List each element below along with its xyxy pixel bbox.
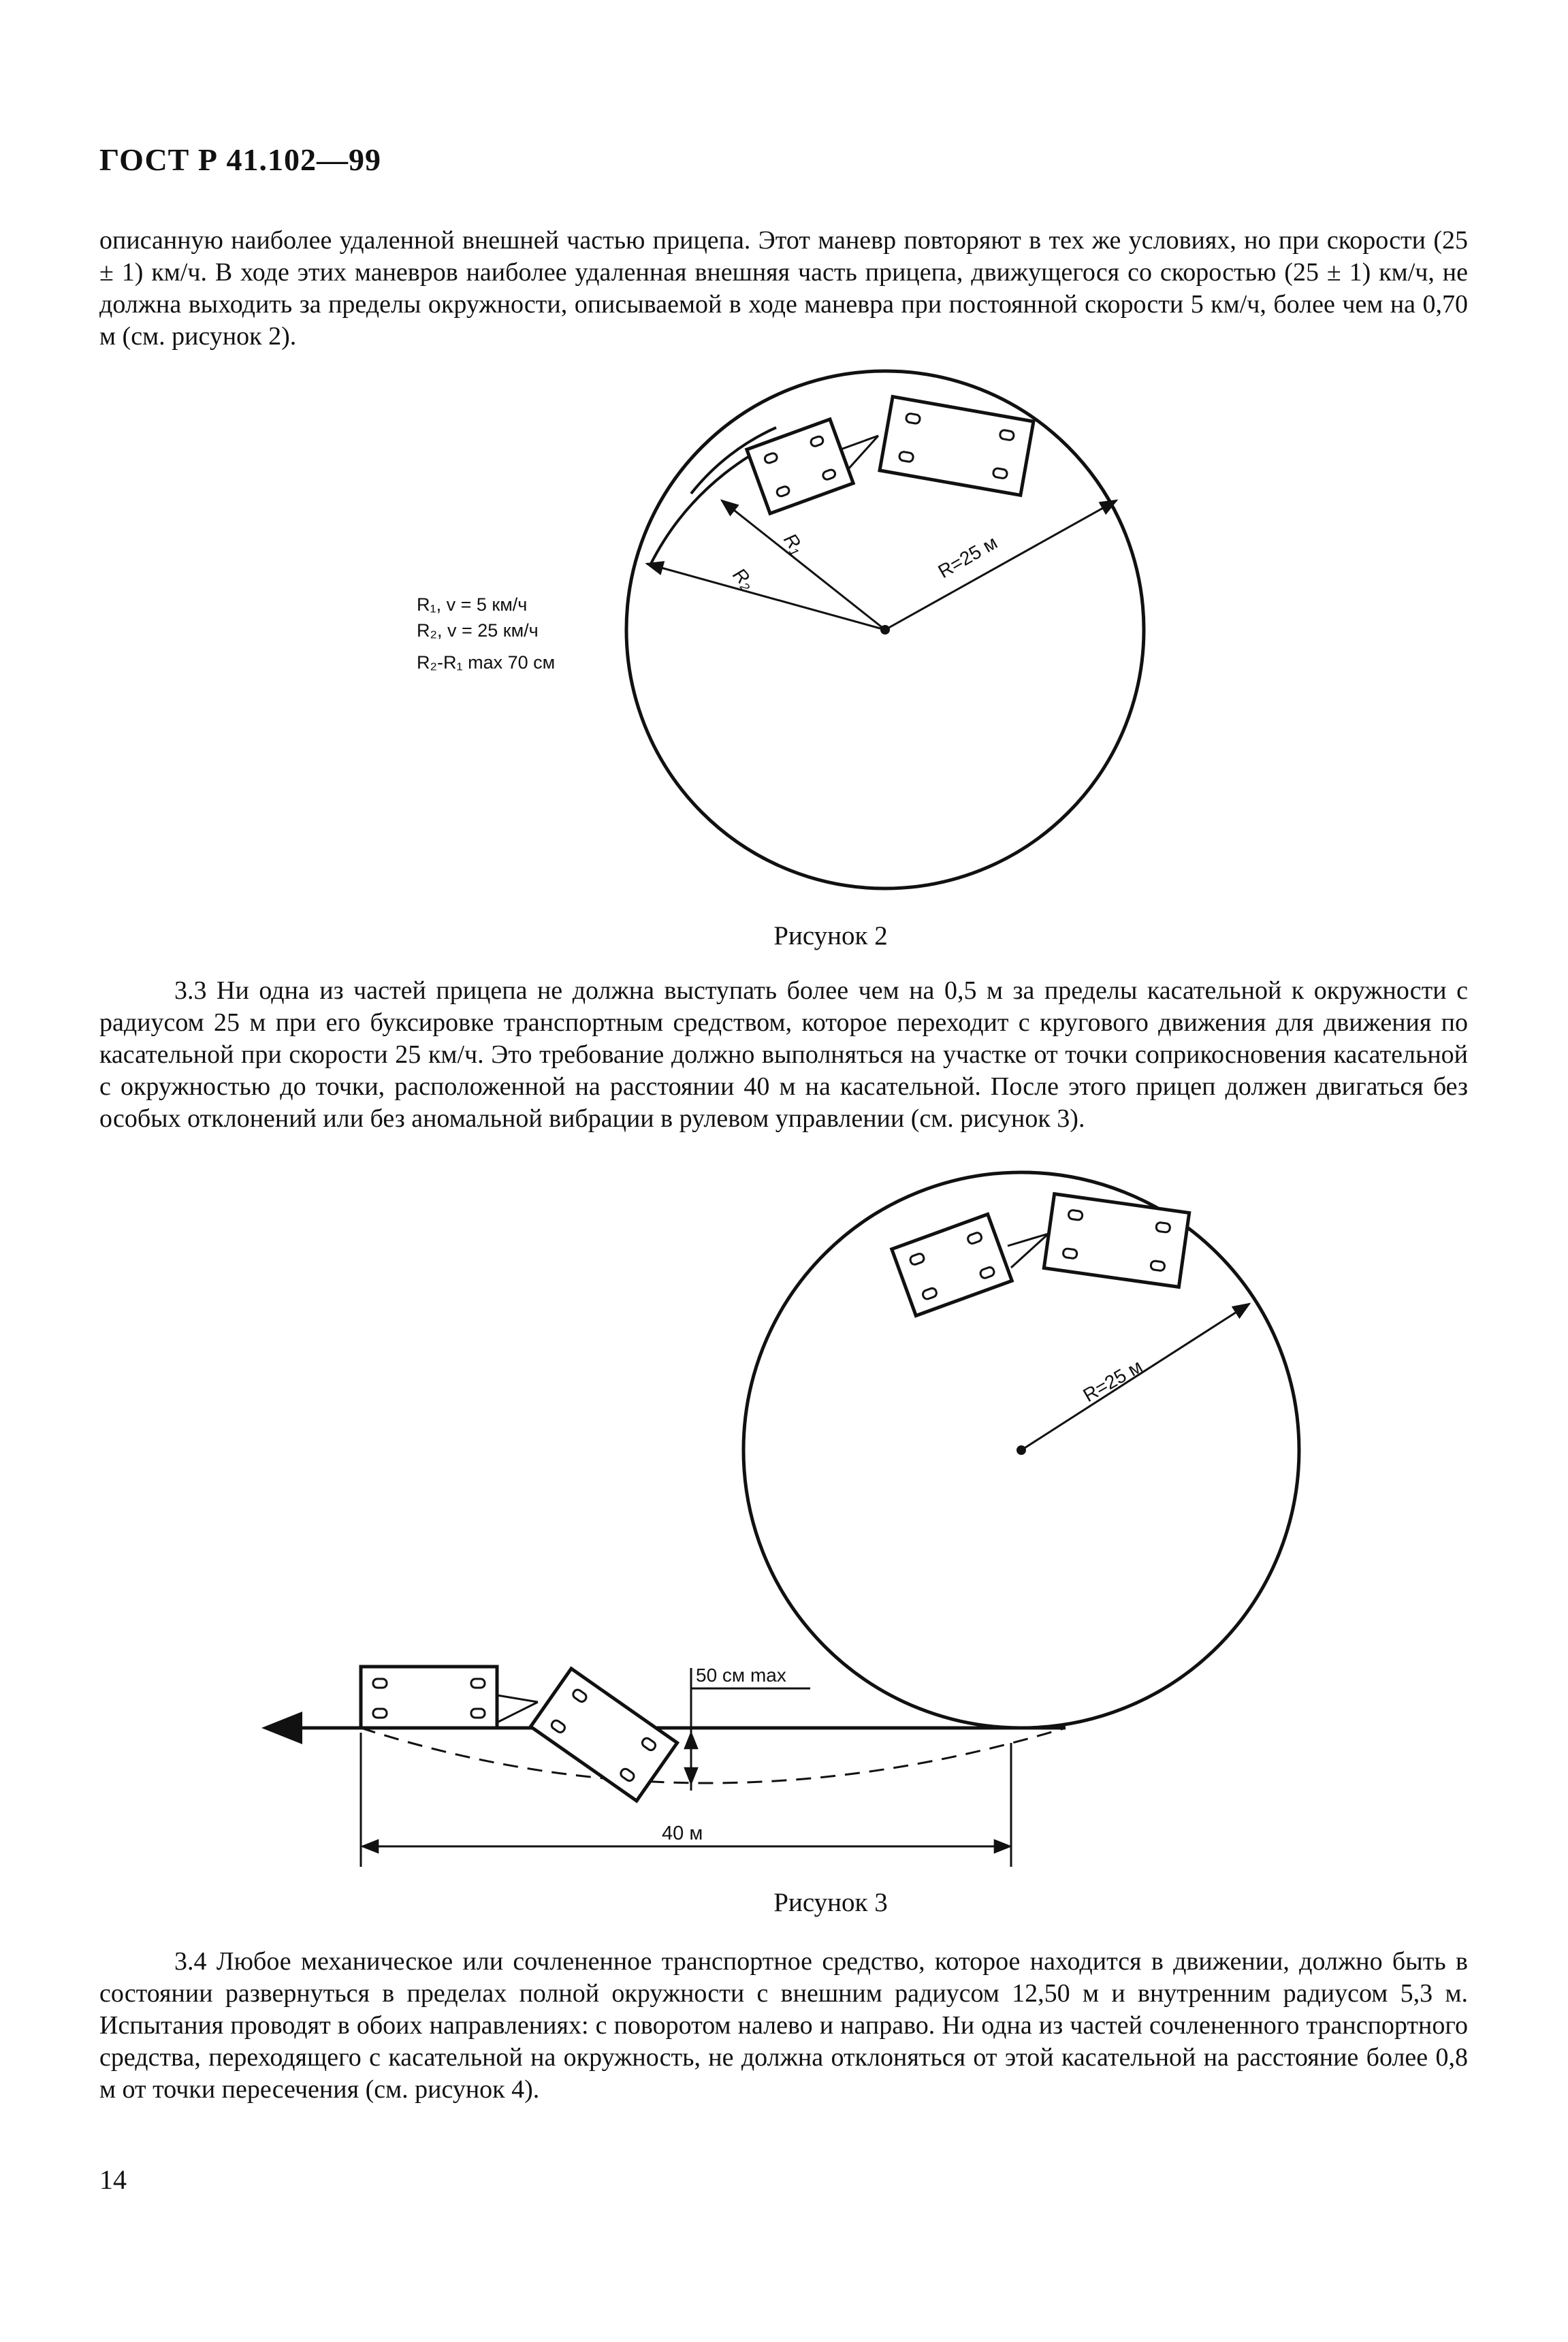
legend-line-1: R₁, v = 5 км/ч <box>417 594 528 615</box>
legend-line-3: R₂-R₁ max 70 см <box>417 652 556 673</box>
paragraph-3-4: 3.4 Любое механическое или сочлененное транспортное средство, которое находится в движении, должно быть в состоянии развернуться в пределах полной окружности с внешним радиусом 12,50 м и внутренним радиусом 5,3 м. Испытания проводят в обоих направлениях: с поворотом налево и направо. Ни одна из частей сочлененного транспортного средства, переходящего с касательной на окружность, не должна отклоняться от этой касательной на расстояние более 0,8 м от точки пересечения (см. рисунок 4). <box>99 1947 1468 2104</box>
deviation-dashed-curve <box>361 1728 1066 1783</box>
label-offset: 50 см max <box>696 1665 786 1686</box>
towing-vehicle-box-fig3 <box>1044 1194 1189 1287</box>
radius-line-r25 <box>885 500 1117 630</box>
label-r1: R₁ <box>780 529 809 558</box>
legend-line-2: R₂, v = 25 км/ч <box>417 620 539 641</box>
label-r2: R₂ <box>729 564 759 594</box>
tow-coupling-fig3 <box>1008 1234 1049 1268</box>
figure-3-diagram <box>0 1157 1568 1906</box>
page-number: 14 <box>99 2164 127 2195</box>
tow-coupling-tangent <box>497 1695 538 1722</box>
paragraph-3-3: 3.3 Ни одна из частей прицепа не должна выступать более чем на 0,5 м за пределы касательной к окружности с радиусом 25 м при его буксировке транспортным средством, которое переходит с кругового движения для движения по касательной при скорости 25 км/ч. Это требование должно выполняться на участке от точки соприкосновения касательной с окружностью до точки, расположенной на расстоянии 40 м на касательной. После этого прицеп должен двигаться без особых отклонений или без аномальной вибрации в рулевом управлении (см. рисунок 3). <box>99 976 1468 1133</box>
center-point-fig3 <box>1017 1445 1026 1455</box>
label-radius-25: R=25 м <box>934 531 1002 583</box>
figure-2-diagram <box>0 0 1568 953</box>
paragraph-continuation: описанную наиболее удаленной внешней частью прицепа. Этот маневр повторяют в тех же условиях, но при скорости (25 ± 1) км/ч. В ходе этих маневров наиболее удаленная внешняя часть прицепа, движущегося со скоростью (25 ± 1) км/ч, не должна выходить за пределы окружности, описываемой в ходе маневра при постоянной скорости 5 км/ч, более чем на 0,70 м (см. рисунок 2). <box>99 226 1468 351</box>
figure-3-caption: Рисунок 3 <box>773 1888 888 1917</box>
label-distance: 40 м <box>662 1823 703 1844</box>
radius-line-r2 <box>647 564 885 630</box>
figure-2-caption: Рисунок 2 <box>773 921 888 950</box>
towing-vehicle-box-tangent <box>361 1667 497 1728</box>
trailer-box-fig3 <box>892 1214 1012 1315</box>
document-header: ГОСТ Р 41.102—99 <box>99 142 381 177</box>
center-point <box>880 625 890 635</box>
label-radius-fig3: R=25 м <box>1079 1355 1147 1407</box>
towing-vehicle-box <box>880 397 1034 496</box>
